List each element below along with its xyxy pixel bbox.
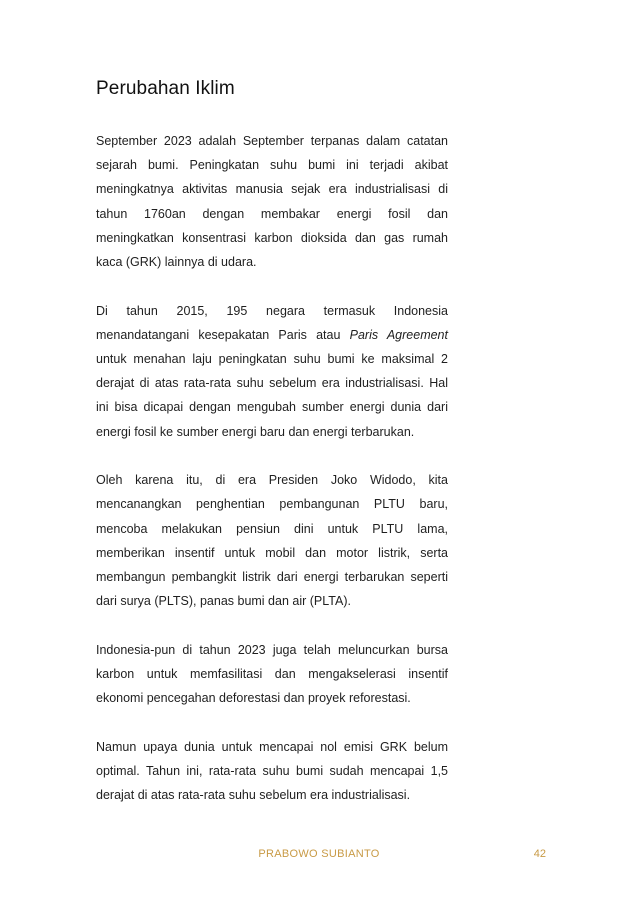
body-text [96, 129, 448, 832]
paragraph-4: Indonesia-pun di tahun 2023 juga telah meluncurkan bursa karbon untuk memfasilitasi dan mengakselerasi insentif ekonomi pencegahan deforestasi dan proyek reforestasi. [96, 642, 448, 706]
paragraph-2-text-start: Di tahun 2015, 195 negara termasuk Indonesia menandatangani kesepakatan Paris atau [96, 303, 448, 342]
paragraph-2-italic-term: Paris Agreement [349, 327, 448, 342]
footer-author: PRABOWO SUBIANTO [258, 848, 380, 860]
page-title: Perubahan Iklim [96, 78, 235, 99]
paragraph-2-text-end: untuk menahan laju peningkatan suhu bumi ke maksimal 2 derajat di atas rata-rata suhu sebelum era industrialisasi. Hal ini bisa dicapai dengan mengubah sumber energi dunia dari energi fosil ke sumber energi baru dan energi terbarukan. [96, 352, 448, 439]
paragraph-1: September 2023 adalah September terpanas dalam catatan sejarah bumi. Peningkatan suhu bumi ini terjadi akibat meningkatnya aktivitas manusia sejak era industrialisasi di tahun 1760an dengan membakar energi fosil dan meningkatkan konsentrasi karbon dioksida dan gas rumah kaca (GRK) lainnya di udara. [96, 134, 448, 270]
page-number: 42 [533, 848, 546, 860]
paragraph-3: Oleh karena itu, di era Presiden Joko Widodo, kita mencanangkan penghentian pembangunan PLTU baru, mencoba melakukan pensiun dini untuk PLTU lama, memberikan insentif untuk mobil dan motor listrik, serta membangun pembangkit listrik dari energi terbarukan seperti dari surya (PLTS), panas bumi dan air (PLTA). [96, 473, 448, 609]
paragraph-2 [96, 299, 448, 444]
paragraph-5: Namun upaya dunia untuk mencapai nol emisi GRK belum optimal. Tahun ini, rata-rata suhu bumi sudah mencapai 1,5 derajat di atas rata-rata suhu sebelum era industrialisasi. [96, 739, 448, 803]
